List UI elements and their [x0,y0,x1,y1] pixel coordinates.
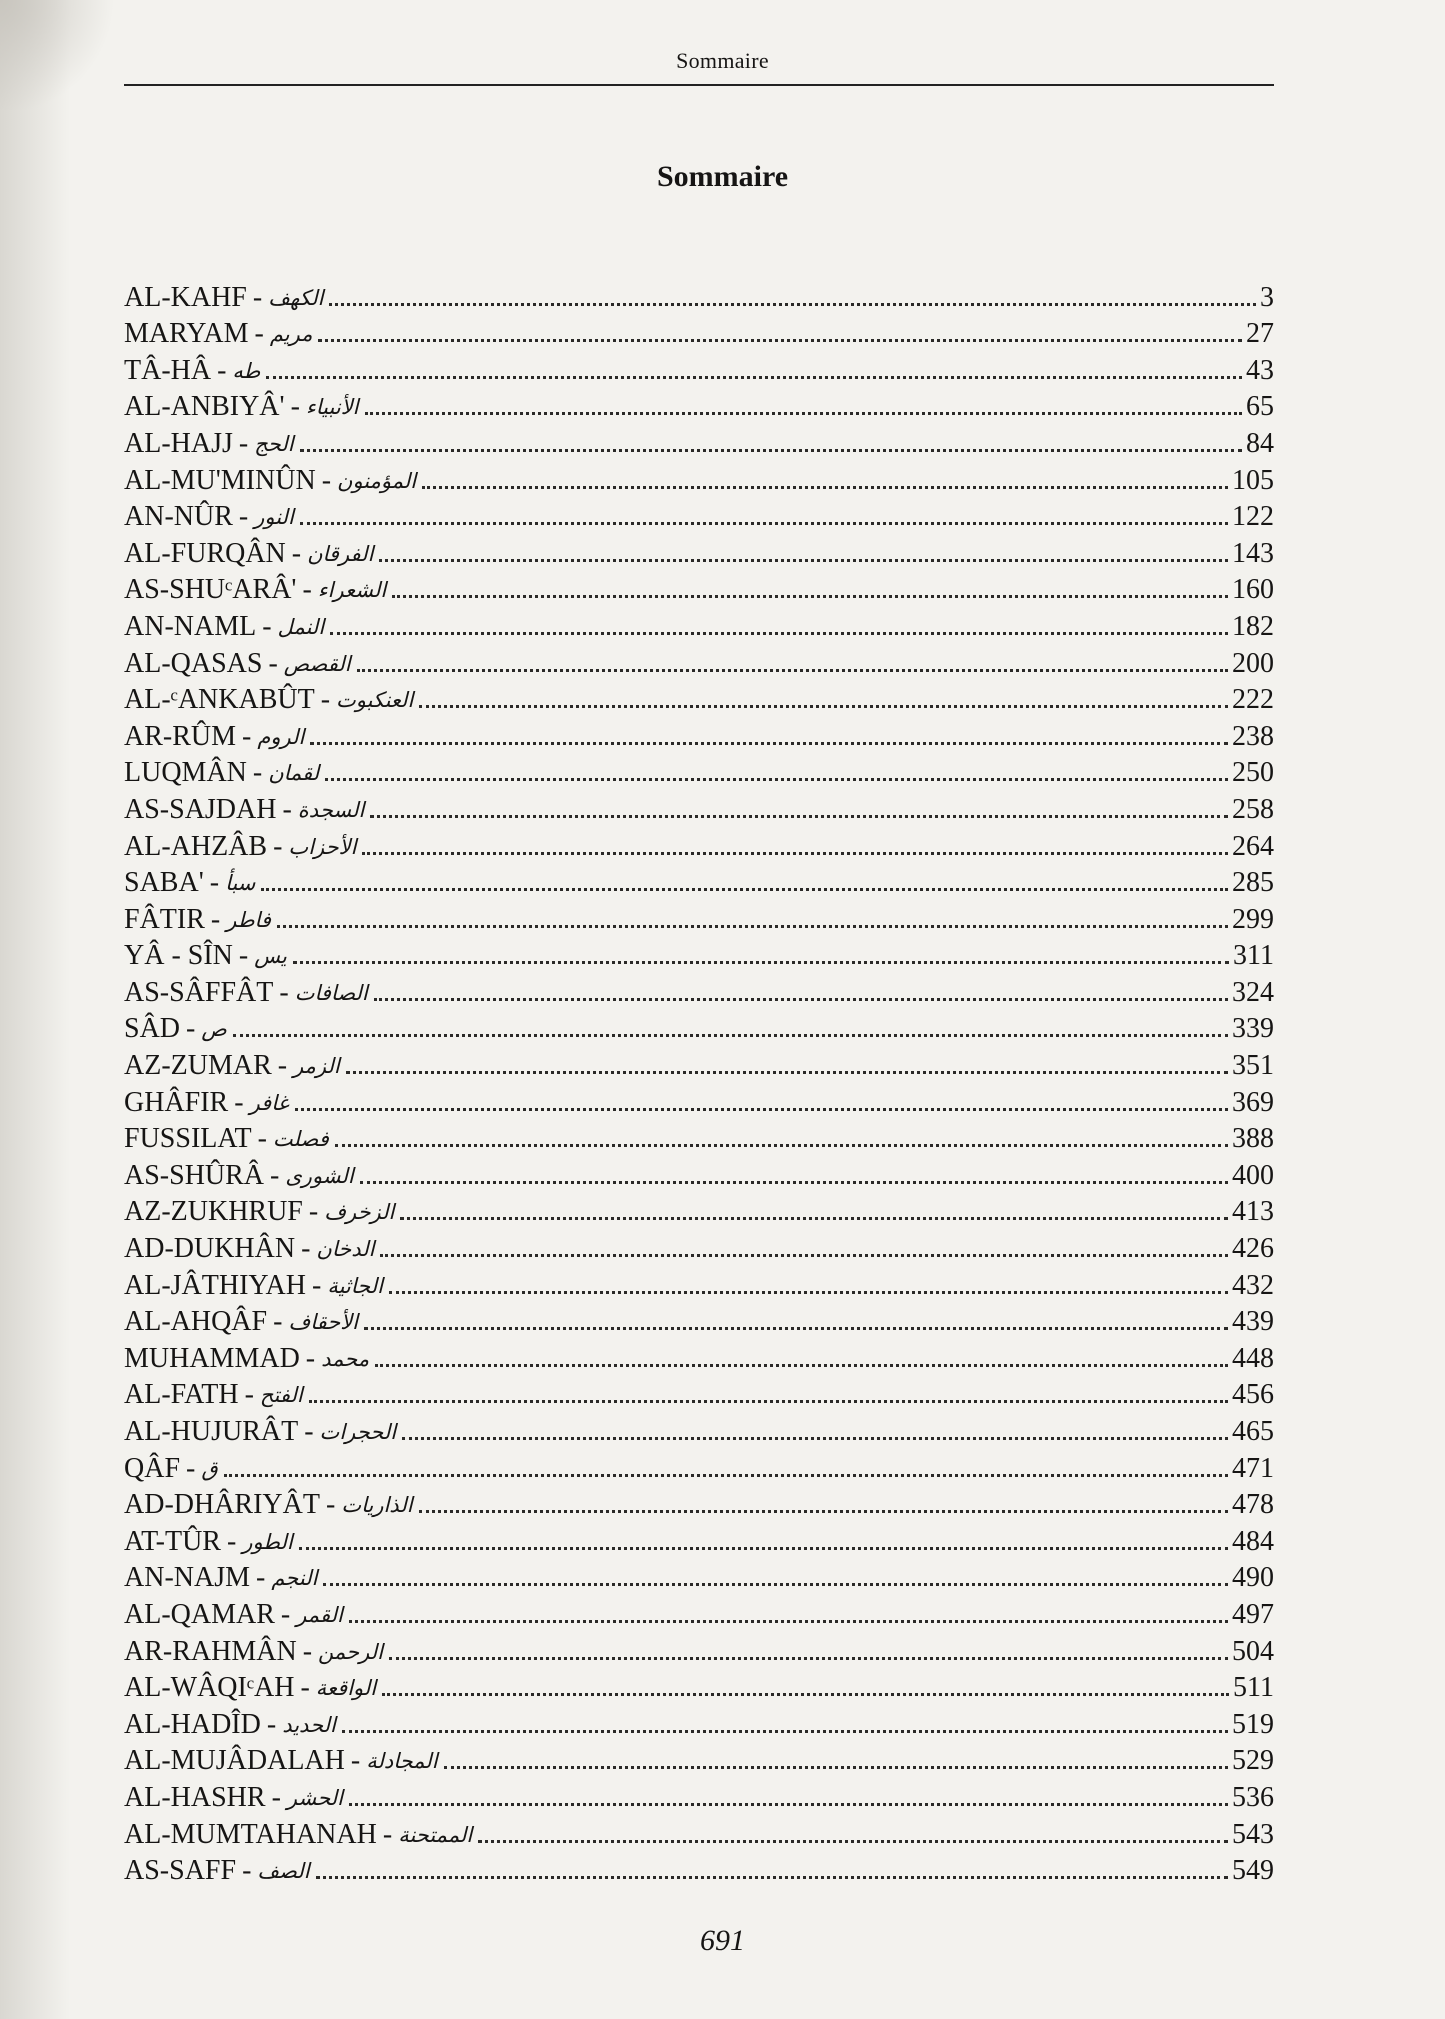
toc-entry [124,1229,1274,1266]
page-ref: 497 [1232,1598,1274,1630]
toc-entry [124,1083,1274,1120]
name-separator: - [291,537,302,569]
surah-arabic-name: لقمان [268,761,320,786]
dot-leader [325,778,1228,781]
page-ref: 324 [1232,976,1274,1008]
dot-leader [310,742,1228,745]
surah-name: AS-SAFF [124,1855,237,1887]
dot-leader [309,1400,1228,1403]
surah-arabic-name: الحشر [286,1785,343,1810]
dot-leader [375,1364,1228,1367]
surah-arabic-name: الأحزاب [288,834,357,859]
toc-entry [124,754,1274,791]
dot-leader [389,1291,1228,1294]
page-ref: 43 [1246,354,1274,386]
surah-arabic-name: فصلت [272,1127,329,1152]
surah-name: AL-FURQÂN [124,537,286,569]
surah-arabic-name: العنكبوت [336,688,414,713]
dot-leader [370,815,1228,818]
surah-arabic-name: المجادلة [366,1749,438,1774]
surah-arabic-name: الرحمن [318,1639,383,1664]
name-separator: - [304,1416,314,1447]
dot-leader [374,998,1228,1001]
toc-entry [124,864,1274,901]
name-separator: - [325,1489,336,1521]
page-ref: 529 [1232,1745,1274,1777]
surah-name: AL-HAJJ [124,427,233,459]
dot-leader [444,1766,1228,1769]
name-separator: - [238,940,249,972]
name-separator: - [254,318,264,350]
toc-entry [124,607,1274,644]
page-ref: 504 [1232,1635,1274,1667]
dot-leader [365,412,1242,415]
name-separator: - [305,1342,316,1374]
toc-entry [124,1449,1274,1486]
page-ref: 200 [1232,647,1274,679]
surah-name: AL-ᶜANKABÛT [124,684,315,716]
table-of-contents [124,278,1274,1888]
name-separator: - [301,1233,311,1265]
surah-name: AL-HASHR [124,1781,266,1813]
surah-name: AL-AHZÂB [124,830,268,862]
surah-arabic-name: الفرقان [307,541,374,566]
toc-entry [124,1486,1274,1523]
surah-name: AZ-ZUMAR [124,1050,272,1082]
surah-arabic-name: الممتحنة [398,1822,473,1847]
name-separator: - [238,427,249,459]
dot-leader [364,1327,1228,1330]
name-separator: - [257,1123,267,1155]
page-ref: 511 [1233,1672,1274,1704]
toc-entry [124,1193,1274,1230]
page-title: Sommaire [656,160,789,193]
surah-arabic-name: غافر [249,1090,289,1115]
page-ref: 299 [1232,903,1274,935]
name-separator: - [320,684,331,716]
toc-entry [124,717,1274,754]
surah-arabic-name: الروم [257,724,305,749]
dot-leader [342,1730,1228,1733]
surah-arabic-name: الشعراء [317,578,387,603]
dot-leader [382,1693,1229,1696]
toc-entry [124,1339,1274,1376]
page-ref: 439 [1232,1306,1274,1338]
page-ref: 182 [1232,610,1274,642]
surah-arabic-name: المؤمنون [337,468,417,493]
dot-leader [335,1144,1228,1147]
toc-entry [124,351,1274,388]
dot-leader [266,376,1242,379]
running-head: Sommaire [676,48,769,73]
surah-arabic-name: محمد [321,1346,370,1371]
toc-entry [124,790,1274,827]
name-separator: - [209,867,220,899]
surah-arabic-name: الصف [257,1859,310,1884]
page-ref: 160 [1232,574,1274,606]
dot-leader [316,1876,1228,1879]
surah-name: AL-MUMTAHANAH [124,1818,377,1850]
toc-entry [124,1742,1274,1779]
dot-leader [402,1437,1228,1440]
toc-entry [124,1156,1274,1193]
surah-name: QÂF [124,1452,181,1484]
name-separator: - [382,1818,393,1850]
surah-name: TÂ-HÂ [124,354,212,386]
page-ref: 285 [1232,867,1274,899]
dot-leader [300,522,1228,525]
surah-arabic-name: الشورى [285,1163,354,1188]
toc-entry [124,1412,1274,1449]
toc-entry [124,1705,1274,1742]
page-ref: 471 [1232,1452,1274,1484]
name-separator: - [321,464,332,496]
page-ref: 351 [1232,1050,1274,1082]
surah-name: AL-QAMAR [124,1598,275,1630]
dot-leader [419,1510,1228,1513]
surah-arabic-name: الدخان [316,1237,375,1262]
name-separator: - [280,1598,291,1630]
surah-name: AN-NAML [124,610,257,642]
name-separator: - [273,830,283,862]
surah-arabic-name: فاطر [226,907,271,932]
toc-entry [124,1852,1274,1889]
name-separator: - [302,1635,313,1667]
surah-arabic-name: الزمر [293,1054,340,1079]
toc-entry [124,1120,1274,1157]
surah-arabic-name: الطور [242,1529,293,1554]
name-separator: - [244,1379,254,1411]
surah-arabic-name: ق [201,1456,218,1481]
dot-leader [400,1217,1228,1220]
page-ref: 339 [1232,1013,1274,1045]
surah-name: AZ-ZUKHRUF [124,1196,303,1228]
dot-leader [323,1583,1228,1586]
page-ref: 413 [1232,1196,1274,1228]
surah-arabic-name: مريم [269,322,313,347]
surah-arabic-name: الكهف [268,285,324,310]
page-ref: 65 [1246,391,1274,423]
header-rule [124,84,1274,86]
toc-entry [124,1266,1274,1303]
surah-name: AL-HADÎD [124,1708,261,1740]
toc-entry [124,644,1274,681]
dot-leader [318,339,1242,342]
name-separator: - [262,610,272,642]
surah-name: AL-FATH [124,1379,239,1411]
page-ref: 3 [1260,281,1274,313]
toc-entry [124,900,1274,937]
page-ref: 122 [1232,501,1274,533]
name-separator: - [350,1745,361,1777]
surah-name: YÂ - SÎN [124,940,233,972]
toc-entry [124,1046,1274,1083]
surah-name: FÂTIR [124,903,205,935]
name-separator: - [311,1269,322,1301]
surah-name: AL-JÂTHIYAH [124,1269,306,1301]
surah-name: AS-SAJDAH [124,793,277,825]
page-ref: 465 [1232,1416,1274,1447]
surah-arabic-name: النمل [277,614,325,639]
page-ref: 250 [1232,757,1274,789]
dot-leader [362,852,1228,855]
toc-entry [124,461,1274,498]
surah-name: MARYAM [124,318,249,350]
name-separator: - [308,1196,319,1228]
surah-arabic-name: الأنبياء [305,395,359,420]
page-ref: 238 [1232,720,1274,752]
dot-leader [389,1657,1228,1660]
surah-name: FUSSILAT [124,1123,252,1155]
page-ref: 369 [1232,1086,1274,1118]
dot-leader [478,1840,1228,1843]
dot-leader [357,669,1228,672]
name-separator: - [302,574,312,606]
name-separator: - [217,354,227,386]
surah-name: AD-DHÂRIYÂT [124,1489,320,1521]
surah-name: AR-RAHMÂN [124,1635,297,1667]
surah-name: AS-SHÛRÂ [124,1159,265,1191]
surah-name: LUQMÂN [124,757,247,789]
surah-name: AD-DUKHÂN [124,1233,296,1265]
surah-arabic-name: الزخرف [324,1200,395,1225]
surah-name: AL-MU'MINÛN [124,464,316,496]
surah-name: AL-MUJÂDALAH [124,1745,345,1777]
name-separator: - [242,720,252,752]
dot-leader [392,595,1228,598]
toc-entry [124,1669,1274,1706]
toc-entry [124,424,1274,461]
dot-leader [379,559,1228,562]
surah-arabic-name: النجم [271,1566,318,1591]
name-separator: - [290,391,300,423]
page-ref: 426 [1232,1233,1274,1265]
name-separator: - [226,1525,237,1557]
dot-leader [380,1254,1228,1257]
toc-entry [124,534,1274,571]
surah-name: AL-ANBIYÂ' [124,391,285,423]
surah-name: AL-KAHF [124,281,247,313]
surah-name: MUHAMMAD [124,1342,300,1374]
surah-name: SABA' [124,867,204,899]
surah-name: AL-WÂQIᶜAH [124,1672,295,1704]
name-separator: - [282,793,292,825]
page-ref: 27 [1246,318,1274,350]
surah-arabic-name: ص [201,1017,227,1042]
toc-entry [124,1303,1274,1340]
surah-arabic-name: الذاريات [341,1493,413,1518]
dot-leader [360,1181,1228,1184]
toc-entry [124,388,1274,425]
page-ref: 519 [1232,1708,1274,1740]
page-ref: 388 [1232,1123,1274,1155]
name-separator: - [186,1013,196,1045]
dot-leader [330,632,1228,635]
toc-entry [124,681,1274,718]
surah-arabic-name: الحديد [282,1712,336,1737]
page-ref: 456 [1232,1379,1274,1411]
name-separator: - [300,1672,310,1704]
toc-entry [124,973,1274,1010]
surah-arabic-name: الحج [254,431,294,456]
name-separator: - [238,501,249,533]
toc-entry [124,937,1274,974]
dot-leader [349,1620,1228,1623]
surah-name: AS-SÂFFÂT [124,976,274,1008]
surah-arabic-name: يس [254,944,287,969]
name-separator: - [268,647,278,679]
dot-leader [261,888,1228,891]
toc-entry [124,498,1274,535]
dot-leader [277,925,1228,928]
surah-name: AT-TÛR [124,1525,221,1557]
surah-name: AL-AHQÂF [124,1306,268,1338]
dot-leader [349,1803,1228,1806]
toc-entry [124,571,1274,608]
toc-entry [124,827,1274,864]
page-ref: 264 [1232,830,1274,862]
page-ref: 400 [1232,1159,1274,1191]
toc-entry [124,315,1274,352]
page-ref: 258 [1232,793,1274,825]
toc-entry [124,1595,1274,1632]
toc-entry [124,1376,1274,1413]
page-ref: 222 [1232,684,1274,716]
name-separator: - [186,1452,196,1484]
page-ref: 432 [1232,1269,1274,1301]
surah-name: AL-HUJURÂT [124,1416,299,1447]
page-ref: 549 [1232,1855,1274,1887]
surah-name: AN-NAJM [124,1562,250,1594]
page-ref: 448 [1232,1342,1274,1374]
page-ref: 311 [1233,940,1274,972]
surah-arabic-name: الحجرات [319,1420,397,1444]
name-separator: - [266,1708,277,1740]
toc-entry [124,1815,1274,1852]
toc-entry [124,1522,1274,1559]
dot-leader [233,1034,1228,1037]
name-separator: - [252,757,263,789]
page-ref: 490 [1232,1562,1274,1594]
name-separator: - [242,1855,252,1887]
surah-name: AS-SHUᶜARÂ' [124,574,297,606]
toc-entry [124,1010,1274,1047]
page-ref: 84 [1246,427,1274,459]
surah-arabic-name: الواقعة [315,1676,377,1701]
surah-arabic-name: النور [254,505,294,530]
dot-leader [422,486,1228,489]
surah-name: AL-QASAS [124,647,263,679]
surah-arabic-name: سبأ [225,871,256,896]
name-separator: - [273,1306,283,1338]
page-ref: 105 [1232,464,1274,496]
name-separator: - [270,1159,280,1191]
surah-name: GHÂFIR [124,1086,229,1118]
page-ref: 543 [1232,1818,1274,1850]
dot-leader [329,303,1256,306]
toc-entry [124,278,1274,315]
dot-leader [299,1547,1228,1550]
surah-arabic-name: السجدة [297,797,365,822]
surah-arabic-name: القمر [296,1602,343,1627]
dot-leader [300,449,1242,452]
name-separator: - [256,1562,266,1594]
page-ref: 536 [1232,1781,1274,1813]
surah-arabic-name: الجاثية [327,1273,383,1298]
name-separator: - [271,1781,281,1813]
name-separator: - [279,976,289,1008]
toc-entry [124,1559,1274,1596]
dot-leader [346,1071,1228,1074]
page-number: 691 [700,1924,745,1957]
name-separator: - [277,1050,288,1082]
surah-name: SÂD [124,1013,181,1045]
surah-name: AN-NÛR [124,501,233,533]
page-ref: 143 [1232,537,1274,569]
dot-leader [224,1474,1228,1477]
toc-entry [124,1778,1274,1815]
dot-leader [295,1108,1228,1111]
dot-leader [293,961,1229,964]
dot-leader [419,705,1228,708]
surah-name: AR-RÛM [124,720,237,752]
toc-entry [124,1632,1274,1669]
surah-arabic-name: الفتح [259,1383,303,1408]
surah-arabic-name: طه [232,358,261,383]
page-ref: 478 [1232,1489,1274,1521]
surah-arabic-name: القصص [283,651,351,676]
name-separator: - [210,903,221,935]
name-separator: - [234,1086,244,1118]
surah-arabic-name: الأحقاف [288,1310,359,1335]
name-separator: - [252,281,263,313]
page-gutter-shadow [0,0,70,2019]
surah-arabic-name: الصافات [294,980,368,1005]
page-ref: 484 [1232,1525,1274,1557]
